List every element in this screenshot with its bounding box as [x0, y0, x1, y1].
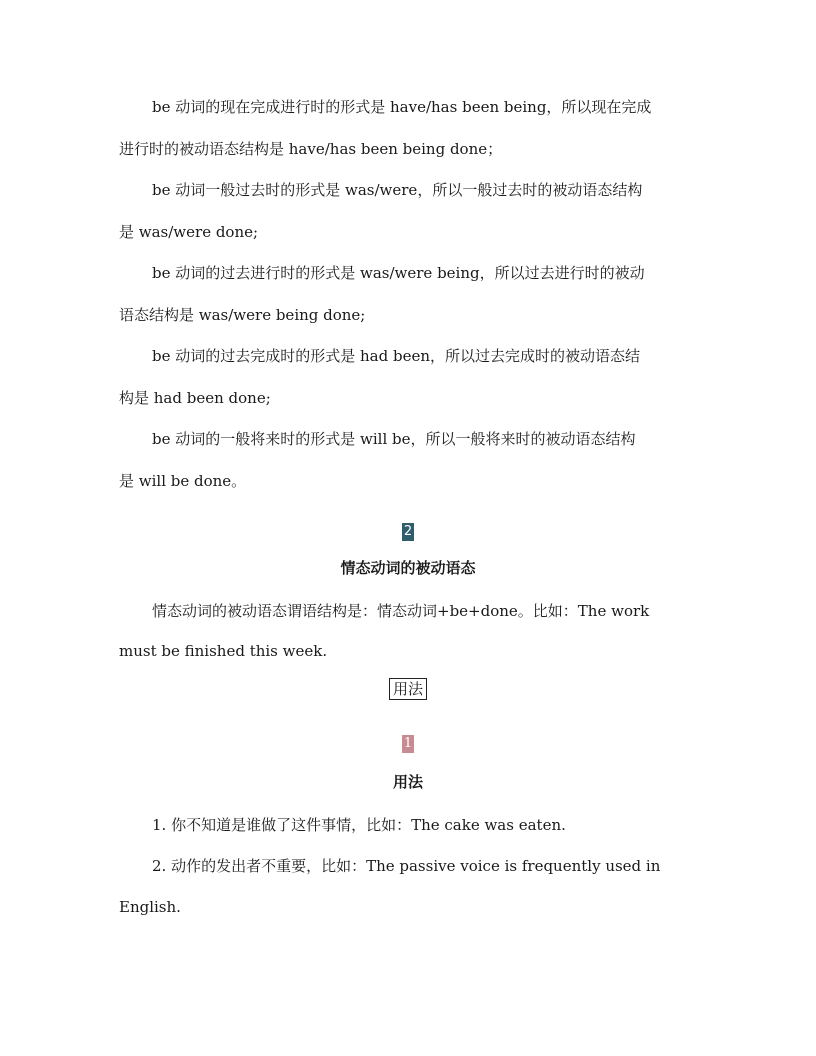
usage-item-2-line-1: 2. 动作的发出者不重要，比如：The passive voice is frequently used in	[152, 857, 661, 875]
usage-number-row	[0, 732, 816, 753]
usage-item-1: 1. 你不知道是谁做了这件事情，比如：The cake was eaten.	[152, 816, 566, 834]
paragraph-5-line-2: 是 will be done。	[119, 472, 247, 490]
paragraph-4-line-2: 构是 had been done;	[119, 389, 271, 407]
paragraph-3-line-1: be 动词的过去进行时的形式是 was/were being，所以过去进行时的被动	[152, 264, 645, 282]
paragraph-2-line-2: 是 was/were done;	[119, 223, 259, 241]
usage-section-number: 1	[403, 736, 413, 751]
section-2-line-2: must be finished this week.	[119, 642, 328, 660]
usage-item-2-line-2: English.	[119, 898, 181, 916]
section-2-number-row	[0, 520, 816, 541]
usage-box-row	[0, 678, 816, 700]
paragraph-3-line-2: 语态结构是 was/were being done;	[119, 306, 366, 324]
usage-box-label: 用法	[389, 678, 427, 700]
section-2-line-1: 情态动词的被动语态谓语结构是：情态动词+be+done。比如：The work	[152, 602, 650, 620]
paragraph-5-line-1: be 动词的一般将来时的形式是 will be，所以一般将来时的被动语态结构	[152, 430, 636, 448]
section-2-number: 2	[403, 524, 413, 539]
section-2-title: 情态动词的被动语态	[340, 559, 476, 577]
paragraph-1-line-2: 进行时的被动语态结构是 have/has been being done；	[119, 140, 503, 158]
paragraph-1-line-1: be 动词的现在完成进行时的形式是 have/has been being，所以现在完成	[152, 98, 652, 116]
paragraph-2-line-1: be 动词一般过去时的形式是 was/were，所以一般过去时的被动语态结构	[152, 181, 643, 199]
paragraph-4-line-1: be 动词的过去完成时的形式是 had been，所以过去完成时的被动语态结	[152, 347, 641, 365]
usage-section-title: 用法	[392, 773, 423, 791]
